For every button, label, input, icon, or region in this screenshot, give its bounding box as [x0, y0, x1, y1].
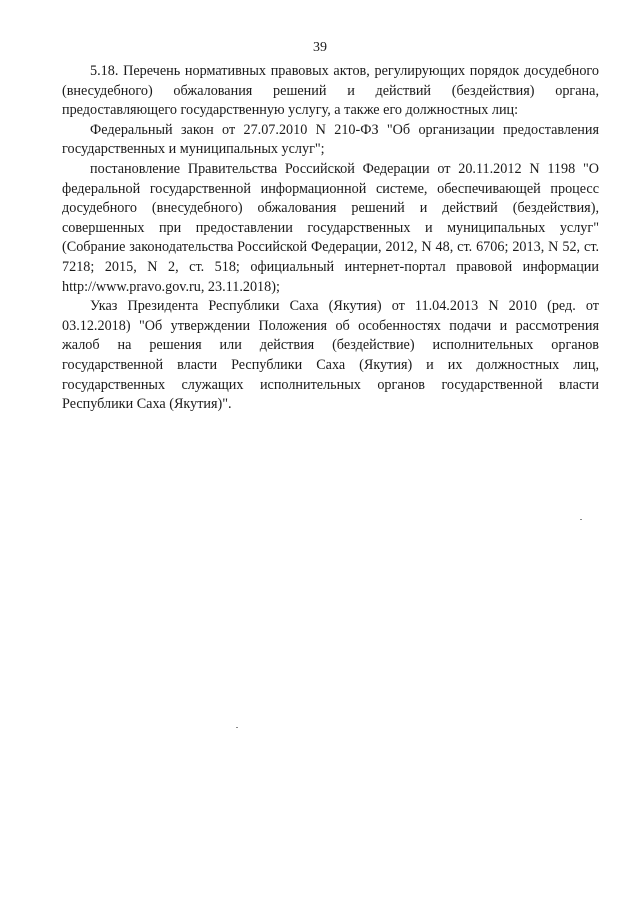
paragraph-presidential-decree: Указ Президента Республики Саха (Якутия) от 11.04.2013 N 2010 (ред. от 03.12.2018) "Об утверждении Положения об особенностях подачи и рассмотрения жалоб на решения или действия (бездействие) исполнительных органов государственной власти Республики Саха (Якутия) и их должностных лиц, государственных служащих исполнительных органов государственной власти Республики Саха (Якутия)".	[62, 298, 599, 413]
scan-speck	[580, 519, 582, 520]
paragraph-federal-law: Федеральный закон от 27.07.2010 N 210-ФЗ "Об организации предоставления государственных и муниципальных услуг";	[62, 121, 599, 158]
scan-speck	[236, 727, 238, 728]
page-number: 39	[313, 40, 327, 55]
paragraph-government-decree: постановление Правительства Российской Федерации от 20.11.2012 N 1198 "О федеральной государственной информационной системе, обеспечивающей процесс досудебного (внесудебного) обжалования решений и действий (бездействия), совершенных при предоставлении государственных и муниципальных услуг" (Собрание законодательства Российской Федерации, 2012, N 48, ст. 6706; 2013, N 52, ст. 7218; 2015, N 2, ст. 518; официальный интернет-портал правовой информации http://www.pravo.gov.ru, 23.11.2018);	[62, 160, 600, 295]
document-body	[62, 62, 599, 415]
paragraph-5-18-intro: 5.18. Перечень нормативных правовых актов, регулирующих порядок досудебного (внесудебного) обжалования решений и действий (бездействия) органа, предоставляющего государственную услугу, а также его должностных лиц:	[62, 63, 599, 119]
